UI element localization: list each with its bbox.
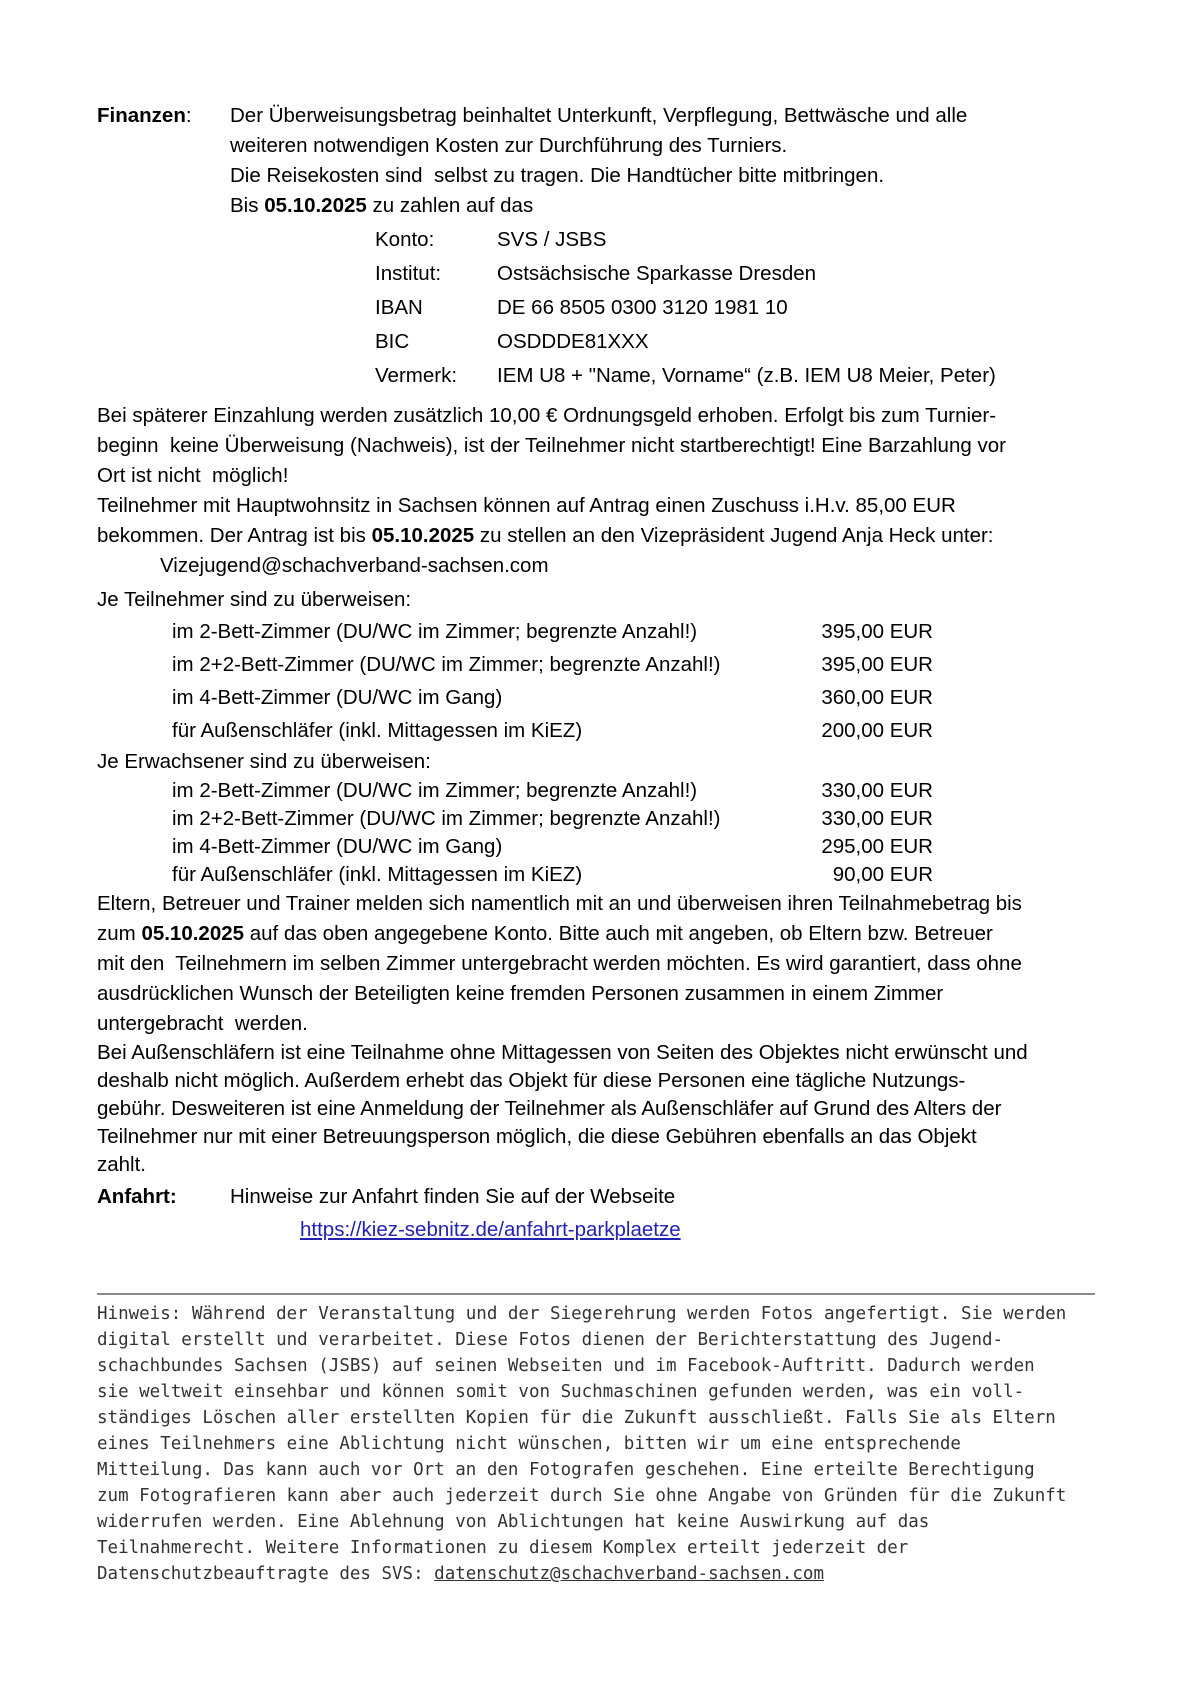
bank-row (375, 325, 996, 359)
price-label: im 2+2-Bett-Zimmer (DU/WC im Zimmer; begrenzte Anzahl!) (172, 807, 721, 830)
price-row (172, 805, 933, 833)
due-line-pre: Bis (230, 194, 265, 217)
privacy-note-line: Hinweis: Während der Veranstaltung und der Siegerehrung werden Fotos angefertigt. Sie werden (97, 1304, 1067, 1324)
finanzen-content (230, 101, 996, 393)
privacy-email-link[interactable]: datenschutz@schachverband-sachsen.com (434, 1564, 824, 1584)
privacy-note (97, 1301, 1095, 1587)
price-amount: 90,00 EUR (832, 863, 933, 886)
subsidy-line-post: zu stellen an den Vizepräsident Jugend Anja Heck unter: (474, 524, 994, 547)
finanzen-intro-line: Die Reisekosten sind selbst zu tragen. Die Handtücher bitte mitbringen. (230, 164, 885, 187)
price-row (172, 714, 933, 747)
bank-row (375, 257, 996, 291)
price-row (172, 861, 933, 889)
bank-label: Institut: (375, 262, 442, 285)
paragraph-line: beginn keine Überweisung (Nachweis), ist der Teilnehmer nicht startberechtigt! Eine Barzahlung vor (97, 434, 1006, 457)
paragraph-line: ausdrücklichen Wunsch der Beteiligten keine fremden Personen zusammen in einem Zimmer (97, 982, 944, 1005)
finanzen-intro-line: Der Überweisungsbetrag beinhaltet Unterkunft, Verpflegung, Bettwäsche und alle (230, 104, 968, 127)
paragraph-line: untergebracht werden. (97, 1012, 308, 1035)
subsidy-email: Vizejugend@schachverband-sachsen.com (160, 554, 549, 577)
price-amount: 330,00 EUR (821, 807, 933, 830)
fees-adult-section (97, 747, 1095, 889)
price-label: im 2-Bett-Zimmer (DU/WC im Zimmer; begrenzte Anzahl!) (172, 620, 698, 643)
privacy-note-line: schachbundes Sachsen (JSBS) auf seinen Webseiten und im Facebook-Auftritt. Dadurch werden (97, 1356, 1035, 1376)
late-payment-paragraph (97, 401, 1095, 491)
price-row (172, 777, 933, 805)
bank-label: Vermerk: (375, 364, 458, 387)
fees-participant-section (97, 585, 1095, 747)
fees-participant-heading: Je Teilnehmer sind zu überweisen: (97, 588, 412, 611)
price-label: im 2+2-Bett-Zimmer (DU/WC im Zimmer; begrenzte Anzahl!) (172, 653, 721, 676)
paragraph-line: Ort ist nicht möglich! (97, 464, 289, 487)
registration-paragraph (97, 889, 1095, 1039)
anfahrt-content (230, 1182, 681, 1245)
finanzen-label-text: Finanzen (97, 104, 186, 127)
anfahrt-link[interactable]: https://kiez-sebnitz.de/anfahrt-parkplaetze (300, 1218, 681, 1241)
price-row (172, 681, 933, 714)
privacy-note-line: Teilnahmerecht. Weitere Informationen zu diesem Komplex erteilt jederzeit der (97, 1538, 909, 1558)
subsidy-deadline: 05.10.2025 (371, 524, 475, 547)
finanzen-label (97, 101, 230, 393)
price-amount: 295,00 EUR (821, 835, 933, 858)
due-date: 05.10.2025 (264, 194, 367, 217)
privacy-note-line: sie weltweit einsehbar und können somit von Suchmaschinen gefunden werden, was ein voll- (97, 1382, 1025, 1402)
bank-label: BIC (375, 330, 410, 353)
bank-row (375, 223, 996, 257)
price-label: für Außenschläfer (inkl. Mittagessen im KiEZ) (172, 719, 583, 742)
price-amount: 395,00 EUR (821, 620, 933, 643)
price-label: für Außenschläfer (inkl. Mittagessen im KiEZ) (172, 863, 583, 886)
registration-deadline: 05.10.2025 (141, 922, 245, 945)
finanzen-due-line (230, 191, 996, 221)
paragraph-line (97, 919, 1095, 949)
paragraph-line: Bei Außenschläfern ist eine Teilnahme ohne Mittagessen von Seiten des Objektes nicht erwünscht und (97, 1041, 1028, 1064)
subsidy-line-pre: bekommen. Der Antrag ist bis (97, 524, 372, 547)
price-label: im 2-Bett-Zimmer (DU/WC im Zimmer; begrenzte Anzahl!) (172, 779, 698, 802)
price-amount: 200,00 EUR (821, 719, 933, 742)
price-row (172, 615, 933, 648)
finanzen-label-colon: : (185, 104, 192, 127)
divider (97, 1293, 1095, 1295)
paragraph-line: zahlt. (97, 1153, 146, 1176)
price-label: im 4-Bett-Zimmer (DU/WC im Gang) (172, 686, 503, 709)
paragraph-line: Teilnehmer mit Hauptwohnsitz in Sachsen können auf Antrag einen Zuschuss i.H.v. 85,00 EUR (97, 494, 956, 517)
paragraph-line: mit den Teilnehmern im selben Zimmer untergebracht werden möchten. Es wird garantiert, dass ohne (97, 952, 1022, 975)
paragraph-line: gebühr. Desweiteren ist eine Anmeldung der Teilnehmer als Außenschläfer auf Grund des Alters der (97, 1097, 1002, 1120)
privacy-note-line: widerrufen werden. Eine Ablehnung von Ablichtungen hat keine Auswirkung auf das (97, 1512, 930, 1532)
privacy-note-line: eines Teilnehmers eine Ablichtung nicht wünschen, bitten wir um eine entsprechende (97, 1434, 961, 1454)
anfahrt-section (97, 1182, 1095, 1245)
bank-row (375, 359, 996, 393)
paragraph-line (97, 521, 1095, 551)
paragraph-line: deshalb nicht möglich. Außerdem erhebt das Objekt für diese Personen eine tägliche Nutzungs- (97, 1069, 966, 1092)
privacy-note-line: zum Fotografieren kann aber auch jederzeit durch Sie ohne Angabe von Gründen für die Zukunft (97, 1486, 1067, 1506)
registration-line-pre: zum (97, 922, 142, 945)
finanzen-section (97, 101, 1095, 393)
price-amount: 360,00 EUR (821, 686, 933, 709)
due-line-post: zu zahlen auf das (366, 194, 534, 217)
privacy-note-line: ständiges Löschen aller erstellten Kopien für die Zukunft ausschließt. Falls Sie als Eltern (97, 1408, 1056, 1428)
bank-value: OSDDDE81XXX (497, 330, 649, 353)
price-row (172, 833, 933, 861)
price-row (172, 648, 933, 681)
outside-sleepers-paragraph (97, 1039, 1095, 1179)
bank-label: Konto: (375, 228, 435, 251)
registration-line-post: auf das oben angegebene Konto. Bitte auch mit angeben, ob Eltern bzw. Betreuer (244, 922, 993, 945)
bank-value: DE 66 8505 0300 3120 1981 10 (497, 296, 788, 319)
anfahrt-label: Anfahrt: (97, 1185, 177, 1208)
bank-value: Ostsächsische Sparkasse Dresden (497, 262, 817, 285)
privacy-note-line: digital erstellt und verarbeitet. Diese Fotos dienen der Berichterstattung des Jugend- (97, 1330, 1004, 1350)
bank-row (375, 291, 996, 325)
bank-value: IEM U8 + "Name, Vorname“ (z.B. IEM U8 Meier, Peter) (497, 364, 996, 387)
bank-value: SVS / JSBS (497, 228, 607, 251)
finanzen-intro-line: weiteren notwendigen Kosten zur Durchführung des Turniers. (230, 134, 788, 157)
price-amount: 330,00 EUR (821, 779, 933, 802)
paragraph-line: Eltern, Betreuer und Trainer melden sich namentlich mit an und überweisen ihren Teilnahmebetrag bis (97, 892, 1022, 915)
privacy-note-prefix: Datenschutzbeauftragte des SVS: (97, 1564, 435, 1584)
paragraph-line: Bei späterer Einzahlung werden zusätzlich 10,00 € Ordnungsgeld erhoben. Erfolgt bis zum Turnier- (97, 404, 997, 427)
price-label: im 4-Bett-Zimmer (DU/WC im Gang) (172, 835, 503, 858)
price-amount: 395,00 EUR (821, 653, 933, 676)
privacy-note-line: Mitteilung. Das kann auch vor Ort an den Fotografen geschehen. Eine erteilte Berechtigung (97, 1460, 1035, 1480)
privacy-note-last-line (97, 1561, 1095, 1587)
fees-adult-heading: Je Erwachsener sind zu überweisen: (97, 750, 431, 773)
bank-label: IBAN (375, 296, 423, 319)
bank-details (375, 223, 996, 393)
paragraph-line: Teilnehmer nur mit einer Betreuungsperson möglich, die diese Gebühren ebenfalls an das Objekt (97, 1125, 977, 1148)
subsidy-paragraph (97, 491, 1095, 581)
anfahrt-text: Hinweise zur Anfahrt finden Sie auf der Webseite (230, 1185, 676, 1208)
anfahrt-link-line (300, 1215, 681, 1245)
